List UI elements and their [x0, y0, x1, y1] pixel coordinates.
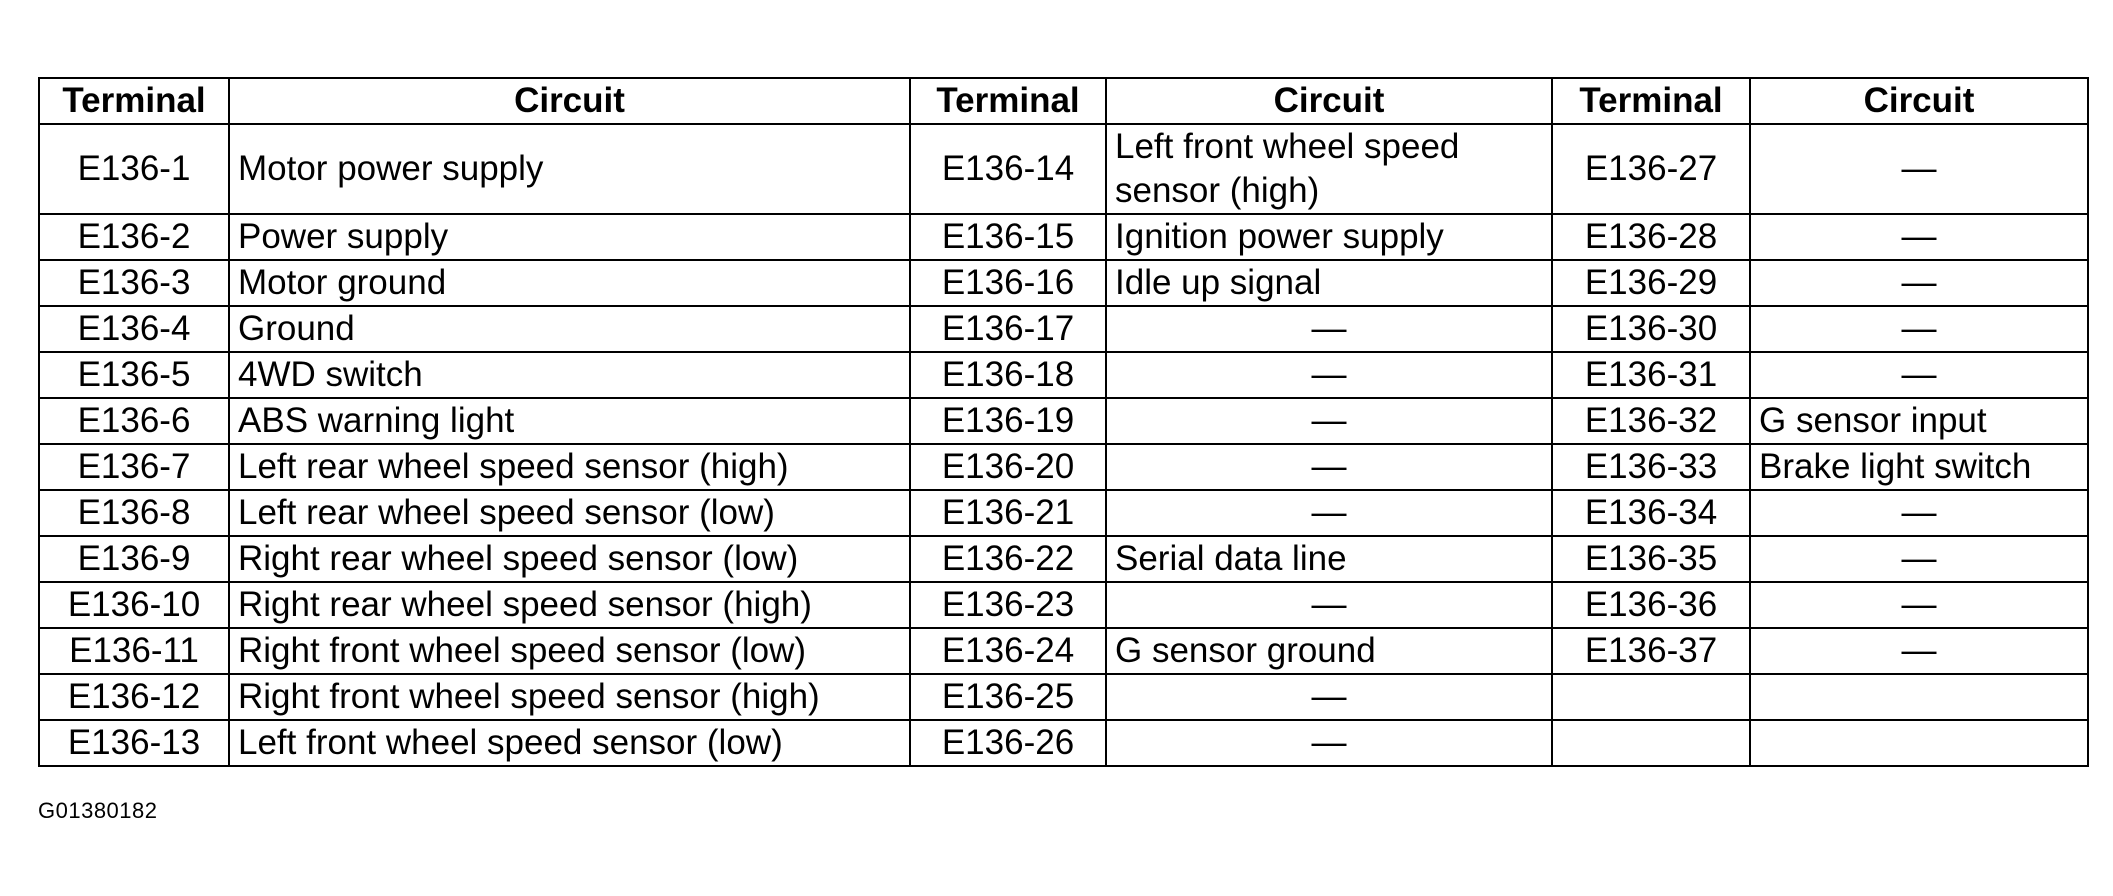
table-row: [39, 398, 2088, 444]
terminal-cell-2: E136-20: [910, 444, 1106, 490]
terminal-cell-2: E136-21: [910, 490, 1106, 536]
terminal-cell-3: E136-34: [1552, 490, 1750, 536]
terminal-cell-2: E136-16: [910, 260, 1106, 306]
terminal-cell-3: E136-27: [1552, 124, 1750, 214]
terminal-cell-3: E136-36: [1552, 582, 1750, 628]
table-row: [39, 720, 2088, 766]
header-circuit-1: Circuit: [229, 78, 910, 124]
terminal-cell-2: E136-17: [910, 306, 1106, 352]
circuit-cell-1: ABS warning light: [229, 398, 910, 444]
circuit-cell-1: Motor power supply: [229, 124, 910, 214]
circuit-cell-3: —: [1750, 536, 2088, 582]
terminal-cell-1: E136-9: [39, 536, 229, 582]
circuit-cell-3: —: [1750, 306, 2088, 352]
terminal-cell-1: E136-8: [39, 490, 229, 536]
table-row: [39, 674, 2088, 720]
circuit-cell-1: Right rear wheel speed sensor (low): [229, 536, 910, 582]
table-row: [39, 352, 2088, 398]
circuit-cell-1: Motor ground: [229, 260, 910, 306]
circuit-cell-2: —: [1106, 674, 1552, 720]
terminal-cell-2: E136-15: [910, 214, 1106, 260]
circuit-cell-2: G sensor ground: [1106, 628, 1552, 674]
circuit-cell-1: Left front wheel speed sensor (low): [229, 720, 910, 766]
terminal-cell-1: E136-12: [39, 674, 229, 720]
circuit-cell-2: —: [1106, 398, 1552, 444]
header-circuit-3: Circuit: [1750, 78, 2088, 124]
circuit-cell-3: Brake light switch: [1750, 444, 2088, 490]
terminal-cell-2: E136-23: [910, 582, 1106, 628]
terminal-cell-3: E136-32: [1552, 398, 1750, 444]
terminal-cell-3: E136-37: [1552, 628, 1750, 674]
terminal-cell-3: E136-28: [1552, 214, 1750, 260]
table-row: [39, 260, 2088, 306]
circuit-cell-3: —: [1750, 214, 2088, 260]
circuit-cell-1: Right front wheel speed sensor (low): [229, 628, 910, 674]
terminal-cell-1: E136-1: [39, 124, 229, 214]
header-circuit-2: Circuit: [1106, 78, 1552, 124]
circuit-cell-2: Left front wheel speed sensor (high): [1106, 124, 1552, 214]
terminal-cell-3: [1552, 720, 1750, 766]
terminal-cell-1: E136-10: [39, 582, 229, 628]
terminal-cell-1: E136-13: [39, 720, 229, 766]
circuit-cell-2: —: [1106, 306, 1552, 352]
terminal-cell-1: E136-6: [39, 398, 229, 444]
circuit-cell-3: —: [1750, 124, 2088, 214]
terminal-cell-2: E136-14: [910, 124, 1106, 214]
terminal-cell-2: E136-22: [910, 536, 1106, 582]
terminal-cell-2: E136-25: [910, 674, 1106, 720]
circuit-cell-2: —: [1106, 444, 1552, 490]
circuit-cell-2: —: [1106, 720, 1552, 766]
circuit-cell-2: Idle up signal: [1106, 260, 1552, 306]
circuit-cell-1: Right front wheel speed sensor (high): [229, 674, 910, 720]
terminal-cell-3: E136-30: [1552, 306, 1750, 352]
circuit-cell-2: —: [1106, 582, 1552, 628]
terminal-cell-2: E136-24: [910, 628, 1106, 674]
circuit-cell-2: —: [1106, 352, 1552, 398]
figure-id: G01380182: [38, 798, 158, 823]
terminal-cell-2: E136-19: [910, 398, 1106, 444]
terminal-cell-1: E136-7: [39, 444, 229, 490]
circuit-cell-1: Right rear wheel speed sensor (high): [229, 582, 910, 628]
terminal-cell-1: E136-3: [39, 260, 229, 306]
circuit-cell-3: —: [1750, 628, 2088, 674]
terminal-cell-1: E136-2: [39, 214, 229, 260]
terminal-cell-1: E136-11: [39, 628, 229, 674]
circuit-cell-3: [1750, 674, 2088, 720]
header-terminal-2: Terminal: [910, 78, 1106, 124]
table-body: [39, 124, 2088, 766]
circuit-cell-2: —: [1106, 490, 1552, 536]
table-header-row: [39, 78, 2088, 124]
circuit-cell-1: Left rear wheel speed sensor (low): [229, 490, 910, 536]
terminal-cell-3: E136-29: [1552, 260, 1750, 306]
circuit-cell-3: —: [1750, 352, 2088, 398]
circuit-cell-2: Serial data line: [1106, 536, 1552, 582]
terminal-circuit-table: [38, 77, 2089, 767]
circuit-cell-3: —: [1750, 260, 2088, 306]
circuit-cell-1: Left rear wheel speed sensor (high): [229, 444, 910, 490]
table-row: [39, 214, 2088, 260]
table-row: [39, 490, 2088, 536]
terminal-cell-3: E136-31: [1552, 352, 1750, 398]
terminal-cell-3: E136-35: [1552, 536, 1750, 582]
table-row: [39, 536, 2088, 582]
table-row: [39, 444, 2088, 490]
terminal-cell-1: E136-5: [39, 352, 229, 398]
header-terminal-1: Terminal: [39, 78, 229, 124]
table-row: [39, 124, 2088, 214]
circuit-cell-1: 4WD switch: [229, 352, 910, 398]
header-terminal-3: Terminal: [1552, 78, 1750, 124]
terminal-cell-2: E136-18: [910, 352, 1106, 398]
terminal-cell-2: E136-26: [910, 720, 1106, 766]
terminal-cell-3: [1552, 674, 1750, 720]
table-row: [39, 628, 2088, 674]
terminal-cell-3: E136-33: [1552, 444, 1750, 490]
table-row: [39, 306, 2088, 352]
circuit-cell-2: Ignition power supply: [1106, 214, 1552, 260]
circuit-cell-1: Power supply: [229, 214, 910, 260]
terminal-cell-1: E136-4: [39, 306, 229, 352]
circuit-cell-3: G sensor input: [1750, 398, 2088, 444]
circuit-cell-1: Ground: [229, 306, 910, 352]
circuit-cell-3: —: [1750, 490, 2088, 536]
circuit-cell-3: [1750, 720, 2088, 766]
table-row: [39, 582, 2088, 628]
circuit-cell-3: —: [1750, 582, 2088, 628]
